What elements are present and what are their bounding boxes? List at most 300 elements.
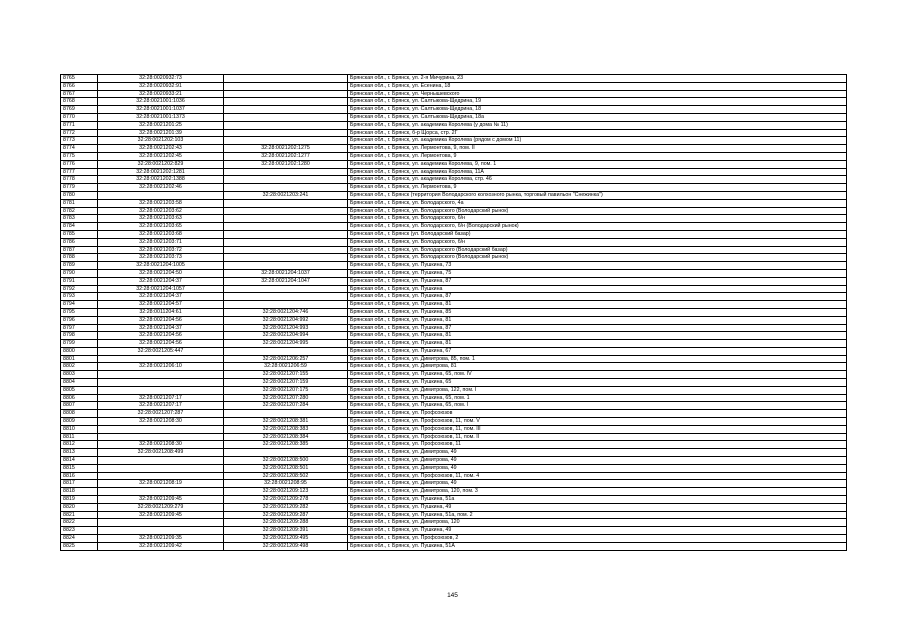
cell-building-cadastral-number	[224, 246, 348, 254]
table-row	[61, 215, 847, 223]
table-row	[61, 316, 847, 324]
cell-row-number: 8777	[61, 168, 98, 176]
cell-building-cadastral-number: 32:28:0021202:1275	[224, 145, 348, 153]
cell-row-number: 8810	[61, 425, 98, 433]
cell-land-cadastral-number	[98, 355, 224, 363]
cell-land-cadastral-number	[98, 472, 224, 480]
cell-land-cadastral-number	[98, 519, 224, 527]
cell-address: Брянская обл., г. Брянск, ул. Пушкина, 49	[348, 527, 847, 535]
cell-land-cadastral-number: 32:28:0021202:1388	[98, 176, 224, 184]
table-row	[61, 121, 847, 129]
cell-address: Брянская обл., г. Брянск, ул. Пушкина, 81	[348, 340, 847, 348]
cell-address: Брянская обл., г. Брянск, ул. Володарского (Володарский рынок)	[348, 207, 847, 215]
cell-land-cadastral-number: 32:28:0021209:35	[98, 535, 224, 543]
cell-address: Брянская обл., г. Брянск, ул. академика Королева, стр. 46	[348, 176, 847, 184]
cell-land-cadastral-number	[98, 457, 224, 465]
cell-land-cadastral-number	[98, 488, 224, 496]
cell-address: Брянская обл., г. Брянск, ул. Пушкина, 87	[348, 293, 847, 301]
cell-building-cadastral-number	[224, 285, 348, 293]
cell-row-number: 8773	[61, 137, 98, 145]
cell-row-number: 8798	[61, 332, 98, 340]
cell-land-cadastral-number: 32:28:0021202:103	[98, 137, 224, 145]
cell-land-cadastral-number	[98, 527, 224, 535]
cell-land-cadastral-number: 32:28:0021205:447	[98, 347, 224, 355]
cell-row-number: 8792	[61, 285, 98, 293]
cell-building-cadastral-number	[224, 137, 348, 145]
table-row	[61, 480, 847, 488]
cell-row-number: 8804	[61, 379, 98, 387]
cell-address: Брянская обл., г. Брянск, ул. Пушкина, 51А	[348, 542, 847, 550]
cell-land-cadastral-number	[98, 379, 224, 387]
cell-address: Брянская обл., г. Брянск, ул. Димитрова, 81	[348, 363, 847, 371]
document-sheet	[60, 74, 846, 551]
cell-building-cadastral-number: 32:28:0021209:498	[224, 542, 348, 550]
cell-address: Брянская обл., г. Брянск, ул. Димитрова, 49	[348, 480, 847, 488]
cell-land-cadastral-number: 32:28:0021203:65	[98, 223, 224, 231]
cell-row-number: 8803	[61, 371, 98, 379]
cell-address: Брянская обл., г. Брянск, ул. Димитрова, 49	[348, 464, 847, 472]
cell-building-cadastral-number: 32:28:0021209:123	[224, 488, 348, 496]
cell-building-cadastral-number: 32:28:0021209:391	[224, 527, 348, 535]
cell-row-number: 8800	[61, 347, 98, 355]
cell-row-number: 8802	[61, 363, 98, 371]
cell-row-number: 8770	[61, 113, 98, 121]
cell-address: Брянская обл., г. Брянск, ул. Профсоюзов, 2	[348, 535, 847, 543]
cell-building-cadastral-number: 32:28:0021204:993	[224, 324, 348, 332]
cell-building-cadastral-number: 32:28:0021208:502	[224, 472, 348, 480]
cell-address: Брянская обл., г. Брянск, ул. Профсоюзов, 11	[348, 441, 847, 449]
cell-building-cadastral-number	[224, 230, 348, 238]
cell-land-cadastral-number: 32:28:0021001:1373	[98, 113, 224, 121]
table-row	[61, 308, 847, 316]
cell-address: Брянская обл., г. Брянск, ул. Пушкина, 81	[348, 316, 847, 324]
cell-land-cadastral-number: 32:28:0021209:45	[98, 511, 224, 519]
cell-row-number: 8786	[61, 238, 98, 246]
cell-row-number: 8817	[61, 480, 98, 488]
cell-row-number: 8769	[61, 106, 98, 114]
table-row	[61, 75, 847, 83]
cell-row-number: 8812	[61, 441, 98, 449]
cell-building-cadastral-number: 32:28:0021203:241	[224, 191, 348, 199]
table-row	[61, 371, 847, 379]
cell-building-cadastral-number: 32:28:0021208:500	[224, 457, 348, 465]
cell-row-number: 8782	[61, 207, 98, 215]
cell-building-cadastral-number	[224, 113, 348, 121]
cell-row-number: 8824	[61, 535, 98, 543]
cell-row-number: 8768	[61, 98, 98, 106]
table-row	[61, 152, 847, 160]
cell-row-number: 8821	[61, 511, 98, 519]
cell-building-cadastral-number: 32:28:0021202:1277	[224, 152, 348, 160]
cell-land-cadastral-number: 32:28:0021204:56	[98, 332, 224, 340]
table-row	[61, 433, 847, 441]
cell-land-cadastral-number: 32:28:0021202:43	[98, 145, 224, 153]
cell-address: Брянская обл., г. Брянск, ул. Салтыкова-Щедрина, 19	[348, 98, 847, 106]
cell-address: Брянская обл., г. Брянск (территория Володарского колхозного рынка, торговый павильон "Снежинка")	[348, 191, 847, 199]
cell-building-cadastral-number: 32:28:0021208:501	[224, 464, 348, 472]
cell-land-cadastral-number: 32:28:0021204:1005	[98, 262, 224, 270]
cell-row-number: 8775	[61, 152, 98, 160]
cell-land-cadastral-number	[98, 433, 224, 441]
cell-row-number: 8787	[61, 246, 98, 254]
cell-land-cadastral-number: 32:28:0021201:39	[98, 129, 224, 137]
cell-building-cadastral-number: 32:28:0021209:495	[224, 535, 348, 543]
cell-land-cadastral-number	[98, 464, 224, 472]
cell-address: Брянская обл., г. Брянск, ул. Пушкина, 85	[348, 308, 847, 316]
cell-address: Брянская обл., г. Брянск, ул. Профсоюзов, 11, пом. V	[348, 418, 847, 426]
cell-land-cadastral-number: 32:28:0021203:68	[98, 230, 224, 238]
cell-row-number: 8801	[61, 355, 98, 363]
cell-building-cadastral-number	[224, 129, 348, 137]
cell-land-cadastral-number: 32:28:0021208:19	[98, 480, 224, 488]
cell-building-cadastral-number	[224, 176, 348, 184]
cell-land-cadastral-number: 32:28:0021207:17	[98, 402, 224, 410]
cell-land-cadastral-number: 32:28:0021202:829	[98, 160, 224, 168]
cell-address: Брянская обл., г. Брянск, ул. Профсоюзов, 11, пом. III	[348, 425, 847, 433]
cell-building-cadastral-number	[224, 184, 348, 192]
cell-address: Брянская обл., г. Брянск, ул. Пушкина, 65, пом. 1	[348, 394, 847, 402]
table-row	[61, 246, 847, 254]
cell-land-cadastral-number: 32:28:0021208:499	[98, 449, 224, 457]
cell-address: Брянская обл., г. Брянск, ул. Лермонтова, 9	[348, 152, 847, 160]
cell-row-number: 8825	[61, 542, 98, 550]
cell-land-cadastral-number: 32:28:0021209:45	[98, 496, 224, 504]
cell-row-number: 8767	[61, 90, 98, 98]
cell-address: Брянская обл., г. Брянск, ул. Пушкина, 81	[348, 332, 847, 340]
property-table	[60, 74, 847, 551]
table-row	[61, 542, 847, 550]
table-row	[61, 332, 847, 340]
cell-row-number: 8772	[61, 129, 98, 137]
page-number: 145	[447, 592, 458, 599]
table-row	[61, 441, 847, 449]
cell-row-number: 8819	[61, 496, 98, 504]
cell-row-number: 8791	[61, 277, 98, 285]
table-row	[61, 106, 847, 114]
cell-address: Брянская обл., г. Брянск, ул. Профсоюзов	[348, 410, 847, 418]
table-row	[61, 238, 847, 246]
cell-building-cadastral-number: 32:28:0021206:59	[224, 363, 348, 371]
table-row	[61, 145, 847, 153]
table-row	[61, 496, 847, 504]
cell-building-cadastral-number: 32:28:0021208:95	[224, 480, 348, 488]
cell-land-cadastral-number: 32:28:0021203:73	[98, 254, 224, 262]
cell-row-number: 8774	[61, 145, 98, 153]
table-row	[61, 402, 847, 410]
cell-building-cadastral-number: 32:28:0021204:746	[224, 308, 348, 316]
cell-building-cadastral-number: 32:28:0021208:383	[224, 425, 348, 433]
cell-address: Брянская обл., г. Брянск, ул. Чернышевского	[348, 90, 847, 98]
cell-address: Брянская обл., г. Брянск, ул. Володарского, б/н (Володарский рынок)	[348, 223, 847, 231]
cell-row-number: 8795	[61, 308, 98, 316]
table-row	[61, 137, 847, 145]
cell-row-number: 8788	[61, 254, 98, 262]
cell-row-number: 8796	[61, 316, 98, 324]
cell-land-cadastral-number: 32:28:0020933:21	[98, 90, 224, 98]
cell-land-cadastral-number: 32:28:0021208:30	[98, 418, 224, 426]
cell-land-cadastral-number: 32:28:0021203:63	[98, 215, 224, 223]
cell-land-cadastral-number: 32:28:0021207:17	[98, 394, 224, 402]
cell-row-number: 8778	[61, 176, 98, 184]
cell-building-cadastral-number	[224, 223, 348, 231]
cell-land-cadastral-number: 32:28:0021209:42	[98, 542, 224, 550]
cell-land-cadastral-number: 32:28:0021204:37	[98, 324, 224, 332]
cell-address: Брянская обл., г. Брянск, ул. Володарского (Володарский базар)	[348, 246, 847, 254]
cell-land-cadastral-number: 32:28:0021001:1037	[98, 106, 224, 114]
cell-building-cadastral-number: 32:28:0021208:385	[224, 441, 348, 449]
cell-building-cadastral-number: 32:28:0021209:287	[224, 511, 348, 519]
cell-land-cadastral-number: 32:28:0021207:287	[98, 410, 224, 418]
table-row	[61, 199, 847, 207]
table-row	[61, 386, 847, 394]
cell-address: Брянская обл., г. Брянск, ул. академика Королева (рядом с домом 11)	[348, 137, 847, 145]
cell-row-number: 8823	[61, 527, 98, 535]
cell-row-number: 8785	[61, 230, 98, 238]
cell-address: Брянская обл., г. Брянск, ул. Пушкина, 67	[348, 347, 847, 355]
cell-building-cadastral-number: 32:28:0021204:994	[224, 332, 348, 340]
cell-address: Брянская обл., г. Брянск, ул. Пушкина, 75	[348, 269, 847, 277]
cell-address: Брянская обл., г. Брянск, б-р Щорса, стр. 2Г	[348, 129, 847, 137]
table-row	[61, 527, 847, 535]
cell-address: Брянская обл., г. Брянск, ул. Салтыкова-Щедрина, 18	[348, 106, 847, 114]
table-body	[61, 75, 847, 551]
cell-address: Брянская обл., г. Брянск (ул. Володарский базар)	[348, 230, 847, 238]
table-row	[61, 82, 847, 90]
cell-building-cadastral-number	[224, 207, 348, 215]
table-row	[61, 293, 847, 301]
cell-address: Брянская обл., г. Брянск, ул. Димитрова, 120	[348, 519, 847, 527]
cell-land-cadastral-number	[98, 386, 224, 394]
table-row	[61, 379, 847, 387]
table-row	[61, 519, 847, 527]
cell-land-cadastral-number: 32:28:0021203:58	[98, 199, 224, 207]
cell-land-cadastral-number: 32:28:0021204:56	[98, 340, 224, 348]
cell-row-number: 8805	[61, 386, 98, 394]
cell-address: Брянская обл., г. Брянск, ул. Лермонтова, 9	[348, 184, 847, 192]
cell-address: Брянская обл., г. Брянск, ул. Пушкина, 49	[348, 503, 847, 511]
cell-building-cadastral-number: 32:28:0021204:1047	[224, 277, 348, 285]
cell-building-cadastral-number: 32:28:0021204:995	[224, 340, 348, 348]
table-row	[61, 184, 847, 192]
table-row	[61, 176, 847, 184]
cell-building-cadastral-number	[224, 82, 348, 90]
cell-address: Брянская обл., г. Брянск, ул. академика Королева, 11А	[348, 168, 847, 176]
cell-address: Брянская обл., г. Брянск, ул. Пушкина, 65, пом. IV	[348, 371, 847, 379]
table-row	[61, 207, 847, 215]
cell-building-cadastral-number	[224, 75, 348, 83]
table-row	[61, 324, 847, 332]
cell-row-number: 8783	[61, 215, 98, 223]
cell-land-cadastral-number: 32:28:0021203:62	[98, 207, 224, 215]
table-row	[61, 503, 847, 511]
table-row	[61, 160, 847, 168]
cell-land-cadastral-number: 32:28:0021204:1057	[98, 285, 224, 293]
cell-building-cadastral-number	[224, 254, 348, 262]
cell-land-cadastral-number: 32:28:0021202:1281	[98, 168, 224, 176]
cell-row-number: 8814	[61, 457, 98, 465]
cell-land-cadastral-number: 32:28:0021202:45	[98, 152, 224, 160]
cell-row-number: 8790	[61, 269, 98, 277]
cell-address: Брянская обл., г. Брянск, ул. Димитрова, 122, пом. I	[348, 386, 847, 394]
cell-address: Брянская обл., г. Брянск, ул. Пушкина, 81	[348, 301, 847, 309]
cell-address: Брянская обл., г. Брянск, ул. Профсоюзов, 11, пом. II	[348, 433, 847, 441]
cell-building-cadastral-number	[224, 293, 348, 301]
cell-row-number: 8779	[61, 184, 98, 192]
cell-row-number: 8776	[61, 160, 98, 168]
cell-building-cadastral-number: 32:28:0021208:381	[224, 418, 348, 426]
cell-address: Брянская обл., г. Брянск, ул. Пушкина, 73	[348, 262, 847, 270]
table-row	[61, 285, 847, 293]
cell-land-cadastral-number: 32:28:0011204:61	[98, 308, 224, 316]
cell-row-number: 8822	[61, 519, 98, 527]
cell-address: Брянская обл., г. Брянск, ул. академика Королева, 9, пом. 1	[348, 160, 847, 168]
table-row	[61, 418, 847, 426]
cell-building-cadastral-number	[224, 449, 348, 457]
cell-row-number: 8809	[61, 418, 98, 426]
table-row	[61, 277, 847, 285]
cell-address: Брянская обл., г. Брянск, ул. Димитрова, 85, пом. 1	[348, 355, 847, 363]
cell-building-cadastral-number	[224, 90, 348, 98]
table-row	[61, 262, 847, 270]
cell-address: Брянская обл., г. Брянск, ул. Володарского, 4а	[348, 199, 847, 207]
cell-building-cadastral-number: 32:28:0021209:282	[224, 503, 348, 511]
cell-row-number: 8765	[61, 75, 98, 83]
cell-address: Брянская обл., г. Брянск, ул. Профсоюзов, 11, пом. 4	[348, 472, 847, 480]
table-row	[61, 410, 847, 418]
table-row	[61, 129, 847, 137]
cell-row-number: 8793	[61, 293, 98, 301]
table-row	[61, 449, 847, 457]
cell-building-cadastral-number	[224, 199, 348, 207]
cell-row-number: 8811	[61, 433, 98, 441]
table-row	[61, 394, 847, 402]
cell-building-cadastral-number	[224, 347, 348, 355]
table-row	[61, 457, 847, 465]
cell-land-cadastral-number	[98, 425, 224, 433]
cell-land-cadastral-number: 32:28:0020932:91	[98, 82, 224, 90]
cell-land-cadastral-number: 32:28:0021206:10	[98, 363, 224, 371]
cell-address: Брянская обл., г. Брянск, ул. Пушкина	[348, 285, 847, 293]
cell-building-cadastral-number: 32:28:0021204:992	[224, 316, 348, 324]
table-row	[61, 98, 847, 106]
cell-building-cadastral-number	[224, 238, 348, 246]
cell-row-number: 8807	[61, 402, 98, 410]
table-row	[61, 425, 847, 433]
cell-building-cadastral-number: 32:28:0021204:1037	[224, 269, 348, 277]
cell-row-number: 8799	[61, 340, 98, 348]
table-row	[61, 191, 847, 199]
cell-building-cadastral-number	[224, 168, 348, 176]
cell-land-cadastral-number: 32:28:0021001:1036	[98, 98, 224, 106]
cell-building-cadastral-number: 32:28:0021207:155	[224, 371, 348, 379]
table-row	[61, 535, 847, 543]
cell-building-cadastral-number: 32:28:0021209:288	[224, 519, 348, 527]
cell-land-cadastral-number: 32:28:0021203:71	[98, 238, 224, 246]
cell-row-number: 8771	[61, 121, 98, 129]
cell-land-cadastral-number: 32:28:0021208:30	[98, 441, 224, 449]
cell-address: Брянская обл., г. Брянск, ул. Пушкина, 87	[348, 277, 847, 285]
cell-land-cadastral-number: 32:28:0021204:50	[98, 269, 224, 277]
table-row	[61, 254, 847, 262]
cell-land-cadastral-number: 32:28:0021202:46	[98, 184, 224, 192]
table-row	[61, 168, 847, 176]
table-row	[61, 488, 847, 496]
cell-row-number: 8820	[61, 503, 98, 511]
cell-address: Брянская обл., г. Брянск, ул. Володарского, б/н	[348, 238, 847, 246]
table-row	[61, 464, 847, 472]
cell-address: Брянская обл., г. Брянск, ул. Володарского (Володарский рынок)	[348, 254, 847, 262]
cell-address: Брянская обл., г. Брянск, ул. Есенина, 18	[348, 82, 847, 90]
cell-land-cadastral-number	[98, 191, 224, 199]
table-row	[61, 301, 847, 309]
cell-row-number: 8789	[61, 262, 98, 270]
table-row	[61, 340, 847, 348]
cell-land-cadastral-number: 32:28:0021204:56	[98, 316, 224, 324]
cell-address: Брянская обл., г. Брянск, ул. Лермонтова, 9, пом. II	[348, 145, 847, 153]
cell-building-cadastral-number	[224, 262, 348, 270]
cell-building-cadastral-number: 32:28:0021206:257	[224, 355, 348, 363]
cell-land-cadastral-number: 32:28:0021204:37	[98, 277, 224, 285]
cell-building-cadastral-number	[224, 106, 348, 114]
cell-row-number: 8816	[61, 472, 98, 480]
cell-building-cadastral-number: 32:28:0021207:175	[224, 386, 348, 394]
cell-address: Брянская обл., г. Брянск, ул. Володарского, б/н	[348, 215, 847, 223]
cell-address: Брянская обл., г. Брянск, ул. 2-я Мичурина, 23	[348, 75, 847, 83]
cell-land-cadastral-number: 32:28:0021201:25	[98, 121, 224, 129]
table-row	[61, 113, 847, 121]
cell-address: Брянская обл., г. Брянск, ул. Салтыкова-Щедрина, 18а	[348, 113, 847, 121]
table-row	[61, 511, 847, 519]
cell-row-number: 8818	[61, 488, 98, 496]
cell-row-number: 8780	[61, 191, 98, 199]
cell-address: Брянская обл., г. Брянск, ул. Пушкина, 65, пом. I	[348, 402, 847, 410]
table-row	[61, 347, 847, 355]
cell-row-number: 8815	[61, 464, 98, 472]
cell-building-cadastral-number: 32:28:0021207:280	[224, 394, 348, 402]
cell-row-number: 8813	[61, 449, 98, 457]
cell-building-cadastral-number	[224, 301, 348, 309]
cell-land-cadastral-number: 32:28:0020932:73	[98, 75, 224, 83]
table-row	[61, 223, 847, 231]
cell-row-number: 8794	[61, 301, 98, 309]
cell-land-cadastral-number	[98, 371, 224, 379]
cell-address: Брянская обл., г. Брянск, ул. Пушкина, 51а, пом. 2	[348, 511, 847, 519]
cell-address: Брянская обл., г. Брянск, ул. Димитрова, 49	[348, 449, 847, 457]
table-row	[61, 90, 847, 98]
cell-row-number: 8806	[61, 394, 98, 402]
cell-building-cadastral-number	[224, 121, 348, 129]
cell-address: Брянская обл., г. Брянск, ул. академика Королева (у дома № 11)	[348, 121, 847, 129]
cell-building-cadastral-number: 32:28:0021207:284	[224, 402, 348, 410]
table-row	[61, 230, 847, 238]
cell-building-cadastral-number	[224, 410, 348, 418]
cell-address: Брянская обл., г. Брянск, ул. Димитрова, 120, пом. 3	[348, 488, 847, 496]
cell-address: Брянская обл., г. Брянск, ул. Димитрова, 49	[348, 457, 847, 465]
cell-building-cadastral-number	[224, 98, 348, 106]
cell-address: Брянская обл., г. Брянск, ул. Пушкина, 65	[348, 379, 847, 387]
cell-address: Брянская обл., г. Брянск, ул. Пушкина, 87	[348, 324, 847, 332]
cell-row-number: 8808	[61, 410, 98, 418]
table-row	[61, 269, 847, 277]
cell-row-number: 8797	[61, 324, 98, 332]
table-row	[61, 363, 847, 371]
cell-row-number: 8784	[61, 223, 98, 231]
cell-building-cadastral-number: 32:28:0021207:159	[224, 379, 348, 387]
cell-building-cadastral-number: 32:28:0021208:384	[224, 433, 348, 441]
table-row	[61, 472, 847, 480]
cell-land-cadastral-number: 32:28:0021203:72	[98, 246, 224, 254]
cell-building-cadastral-number: 32:28:0021202:1280	[224, 160, 348, 168]
